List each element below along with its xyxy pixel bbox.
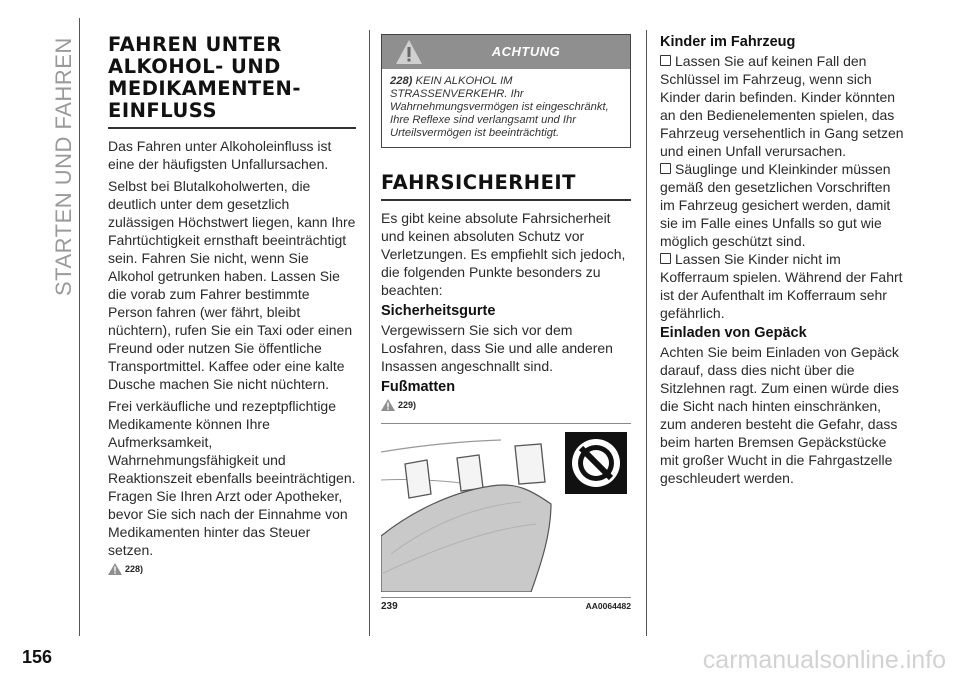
section-title-alcohol: FAHREN UNTER ALKOHOL- UND MEDIKAMENTEN- EINFLUSS <box>108 33 301 122</box>
page-number: 156 <box>22 647 53 667</box>
title-rule <box>108 127 356 129</box>
warning-triangle-icon <box>381 399 395 411</box>
chapter-side-title: STARTEN UND FAHREN <box>51 37 76 296</box>
subheading-children: Kinder im Fahrzeug <box>660 34 796 50</box>
column-safety <box>381 34 631 612</box>
column-alcohol <box>108 34 356 575</box>
figure-number: 239 <box>381 601 398 612</box>
paragraph: Frei verkäufliche und rezeptpflichtige Medikamente können Ihre Aufmerksamkeit, Wahrnehmungsfähigkeit und Reaktionszeit ebenfalls beeinträchtigen. Fragen Sie Ihren Arzt oder Apotheker, bevor Sie sich nach der Einnahme von Medikamenten hinter das Steuer setzen. <box>108 398 356 558</box>
checkbox-bullet-icon <box>660 55 671 66</box>
warning-text: 228) KEIN ALKOHOL IM STRASSENVERKEHR. Ihr Wahrnehmungsvermögen ist eingeschränkt, Ihre Reflexe sind verlangsamt und Ihr Urteilsvermögen ist beeinträchtigt. <box>390 75 609 139</box>
subheading-seatbelts: Sicherheitsgurte <box>381 303 496 319</box>
paragraph: Achten Sie beim Einladen von Gepäck darauf, dass dies nicht über die Sitzlehnen ragt. Zum einen würde dies die Sicht nach hinten einschränken, zum anderen besteht die Gefahr, dass beim harten Bremsen Gepäckstücke mit großer Wucht in die Fahrgastzelle geschleudert werden. <box>660 344 899 486</box>
warning-box <box>381 34 631 148</box>
column-children <box>660 34 905 491</box>
column-divider <box>646 30 647 636</box>
warning-triangle-icon <box>108 563 122 575</box>
paragraph: Vergewissern Sie sich vor dem Losfahren, dass Sie und alle anderen Insassen angeschnallt sind. <box>381 322 613 374</box>
title-rule <box>381 199 631 201</box>
warning-header: ACHTUNG <box>382 35 630 69</box>
list-item: Lassen Sie auf keinen Fall den Schlüssel im Fahrzeug, wenn sich Kinder darin befinden. Kinder könnten an den Bedienelementen spielen, das Fahrzeug versehentlich in Gang setzen und einen Unfall verursachen. <box>660 53 904 159</box>
prohibited-icon <box>565 432 627 494</box>
subheading-luggage: Einladen von Gepäck <box>660 325 807 341</box>
checkbox-bullet-icon <box>660 253 671 264</box>
checkbox-bullet-icon <box>660 163 671 174</box>
column-divider <box>369 30 370 636</box>
paragraph: Es gibt keine absolute Fahrsicherheit und keinen absoluten Schutz vor Verletzungen. Es empfiehlt sich jedoch, die folgenden Punkte besonders zu beachten: <box>381 210 626 298</box>
margin-rule <box>79 18 80 636</box>
section-title-safety: FAHRSICHERHEIT <box>381 171 576 194</box>
warning-reference[interactable]: 229) <box>381 399 631 411</box>
figure-code: AA0064482 <box>585 601 631 611</box>
paragraph: Selbst bei Blutalkoholwerten, die deutlich unter dem gesetzlich zulässigen Höchstwert liegen, kann Ihre Fahrtüchtigkeit ernsthaft beeinträchtigt sein. Fahren Sie nicht, wenn Sie Alkohol getrunken haben. Lassen Sie die vorab zum Fahrer bestimmte Person fahren (wer fährt, bleibt nüchtern), rufen Sie ein Taxi oder einen Freund oder nutzen Sie öffentliche Transportmittel. Kaffee oder eine kalte Dusche machen Sie nicht nüchtern. <box>108 178 356 392</box>
pedal-floor-mat-image <box>381 424 631 592</box>
list-item: Säuglinge und Kleinkinder müssen gemäß den gesetzlichen Vorschriften im Fahrzeug gesichert werden, damit sie im Falle eines Unfalls so gut wie möglich geschützt sind. <box>660 161 891 249</box>
subheading-floor-mats: Fußmatten <box>381 379 456 395</box>
watermark: carmanualsonline.info <box>702 646 946 674</box>
floor-mat-illustration <box>381 423 631 612</box>
warning-reference[interactable]: 228) <box>108 563 356 575</box>
paragraph: Das Fahren unter Alkoholeinfluss ist eine der häufigsten Unfallursachen. <box>108 138 332 172</box>
figure-caption <box>381 597 631 612</box>
list-item: Lassen Sie Kinder nicht im Kofferraum spielen. Während der Fahrt ist der Aufenthalt im Kofferraum sehr gefährlich. <box>660 251 903 321</box>
